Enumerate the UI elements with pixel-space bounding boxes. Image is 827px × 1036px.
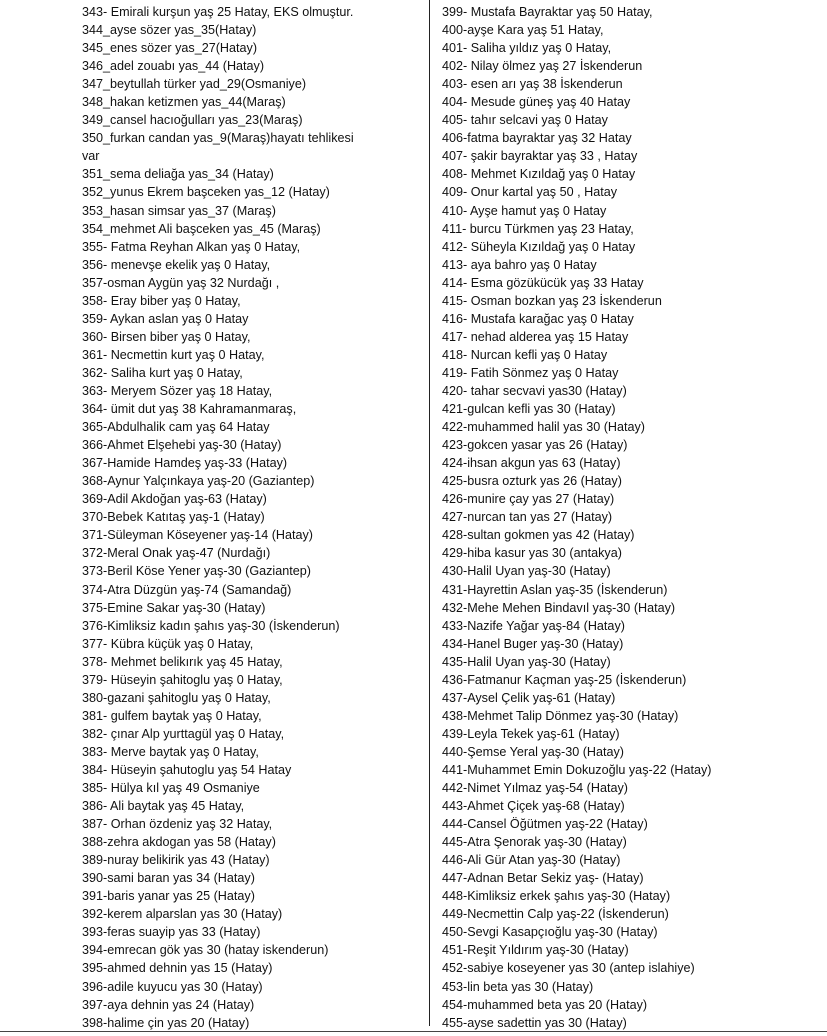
list-item: 422-muhammed halil yas 30 (Hatay) (442, 420, 645, 435)
list-item: 425-busra ozturk yas 26 (Hatay) (442, 474, 622, 489)
list-item: 453-lin beta yas 30 (Hatay) (442, 979, 594, 994)
list-item: 435-Halil Uyan yaş-30 (Hatay) (442, 654, 611, 669)
list-item: 411- burcu Türkmen yaş 23 Hatay, (442, 221, 634, 236)
list-item: 447-Adnan Betar Sekiz yaş- (Hatay) (442, 871, 644, 886)
list-item: 426-munire çay yas 27 (Hatay) (442, 492, 615, 507)
list-item: 390-sami baran yas 34 (Hatay) (82, 871, 255, 886)
list-item: 389-nuray belikirik yas 43 (Hatay) (82, 853, 270, 868)
list-item: 424-ihsan akgun yas 63 (Hatay) (442, 456, 621, 471)
list-item: 380-gazani şahitoglu yaş 0 Hatay, (82, 690, 271, 705)
list-item: 409- Onur kartal yaş 50 , Hatay (442, 185, 617, 200)
list-item: 450-Sevgi Kasapçıoğlu yaş-30 (Hatay) (442, 925, 658, 940)
list-item: 375-Emine Sakar yaş-30 (Hatay) (82, 600, 266, 615)
list-item: 384- Hüseyin şahutoglu yaş 54 Hatay (82, 762, 292, 777)
list-item: 439-Leyla Tekek yaş-61 (Hatay) (442, 726, 620, 741)
bottom-rule (0, 1031, 827, 1032)
list-item: 357-osman Aygün yaş 32 Nurdağı , (82, 275, 280, 290)
list-item: 395-ahmed dehnin yas 15 (Hatay) (82, 961, 273, 976)
list-item: 343- Emirali kurşun yaş 25 Hatay, EKS olmuştur. (82, 5, 354, 19)
list-item: 373-Beril Köse Yener yaş-30 (Gaziantep) (82, 564, 311, 579)
list-item: 398-halime çin yas 20 (Hatay) (82, 1015, 250, 1030)
list-item: 356- menevşe ekelik yaş 0 Hatay, (82, 257, 271, 272)
list-item: 396-adile kuyucu yas 30 (Hatay) (82, 979, 263, 994)
list-item: var (82, 149, 100, 164)
list-item: 408- Mehmet Kızıldağ yaş 0 Hatay (442, 167, 636, 182)
list-item: 400-ayşe Kara yaş 51 Hatay, (442, 23, 604, 38)
list-item: 440-Şemse Yeral yaş-30 (Hatay) (442, 744, 624, 759)
list-item: 413- aya bahro yaş 0 Hatay (442, 257, 597, 272)
list-item: 419- Fatih Sönmez yaş 0 Hatay (442, 365, 619, 380)
list-item: 383- Merve baytak yaş 0 Hatay, (82, 744, 259, 759)
list-item: 392-kerem alparslan yas 30 (Hatay) (82, 907, 283, 922)
list-item: 410- Ayşe hamut yaş 0 Hatay (442, 203, 607, 218)
list-item: 446-Ali Gür Atan yaş-30 (Hatay) (442, 853, 621, 868)
list-item: 407- şakir bayraktar yaş 33 , Hatay (442, 149, 638, 164)
list-item: 455-ayse sadettin yas 30 (Hatay) (442, 1015, 627, 1030)
list-item: 442-Nimet Yılmaz yaş-54 (Hatay) (442, 781, 628, 796)
list-item: 378- Mehmet belikırık yaş 45 Hatay, (82, 654, 283, 669)
list-item: 438-Mehmet Talip Dönmez yaş-30 (Hatay) (442, 708, 679, 723)
list-item: 369-Adil Akdoğan yaş-63 (Hatay) (82, 492, 267, 507)
list-item: 348_hakan ketizmen yas_44(Maraş) (82, 95, 286, 110)
list-item: 393-feras suayip yas 33 (Hatay) (82, 925, 261, 940)
list-item: 452-sabiye koseyener yas 30 (antep islahiye) (442, 961, 695, 976)
list-item: 386- Ali baytak yaş 45 Hatay, (82, 799, 245, 814)
list-item: 372-Meral Onak yaş-47 (Nurdağı) (82, 546, 271, 561)
list-item: 370-Bebek Katıtaş yaş-1 (Hatay) (82, 510, 265, 525)
list-item: 436-Fatmanur Kaçman yaş-25 (İskenderun) (442, 672, 687, 687)
list-item: 376-Kimliksiz kadın şahıs yaş-30 (İskenderun) (82, 618, 340, 633)
list-item: 374-Atra Düzgün yaş-74 (Samandağ) (82, 582, 292, 597)
list-item: 371-Süleyman Köseyener yaş-14 (Hatay) (82, 528, 313, 543)
list-item: 351_sema deliağa yas_34 (Hatay) (82, 167, 274, 182)
list-item: 454-muhammed beta yas 20 (Hatay) (442, 997, 648, 1012)
list-item: 354_mehmet Ali başceken yas_45 (Maraş) (82, 221, 321, 236)
list-item: 346_adel zouabı yas_44 (Hatay) (82, 59, 265, 74)
list-item: 399- Mustafa Bayraktar yaş 50 Hatay, (442, 5, 653, 19)
list-item: 414- Esma gözükücük yaş 33 Hatay (442, 275, 644, 290)
list-item: 429-hiba kasur yas 30 (antakya) (442, 546, 622, 561)
list-item: 448-Kimliksiz erkek şahıs yaş-30 (Hatay) (442, 889, 671, 904)
list-item: 404- Mesude güneş yaş 40 Hatay (442, 95, 631, 110)
list-item: 385- Hülya kıl yaş 49 Osmaniye (82, 781, 260, 796)
list-item: 437-Aysel Çelik yaş-61 (Hatay) (442, 690, 616, 705)
list-item: 360- Birsen biber yaş 0 Hatay, (82, 329, 251, 344)
list-item: 387- Orhan özdeniz yaş 32 Hatay, (82, 817, 273, 832)
list-item: 449-Necmettin Calp yaş-22 (İskenderun) (442, 907, 669, 922)
column-divider (429, 0, 430, 1026)
list-item: 365-Abdulhalik cam yaş 64 Hatay (82, 420, 270, 435)
list-item: 427-nurcan tan yas 27 (Hatay) (442, 510, 613, 525)
list-item: 345_enes sözer yas_27(Hatay) (82, 41, 258, 56)
list-item: 430-Halil Uyan yaş-30 (Hatay) (442, 564, 611, 579)
list-item: 420- tahar secvavi yas30 (Hatay) (442, 383, 627, 398)
list-item: 412- Süheyla Kızıldağ yaş 0 Hatay (442, 239, 636, 254)
right-column (442, 3, 822, 1032)
list-item: 364- ümit dut yaş 38 Kahramanmaraş, (82, 402, 297, 417)
list-item: 349_cansel hacıoğulları yas_23(Maraş) (82, 113, 303, 128)
list-item: 415- Osman bozkan yaş 23 İskenderun (442, 293, 662, 308)
list-item: 382- çınar Alp yurttagül yaş 0 Hatay, (82, 726, 285, 741)
list-item: 441-Muhammet Emin Dokuzoğlu yaş-22 (Hatay) (442, 762, 712, 777)
list-item: 344_ayse sözer yas_35(Hatay) (82, 23, 257, 38)
list-item: 367-Hamide Hamdeş yaş-33 (Hatay) (82, 456, 288, 471)
list-item: 355- Fatma Reyhan Alkan yaş 0 Hatay, (82, 239, 301, 254)
list-item: 433-Nazife Yağar yaş-84 (Hatay) (442, 618, 625, 633)
list-item: 403- esen arı yaş 38 İskenderun (442, 77, 623, 92)
list-item: 443-Ahmet Çiçek yaş-68 (Hatay) (442, 799, 625, 814)
list-item: 388-zehra akdogan yas 58 (Hatay) (82, 835, 276, 850)
list-item: 401- Saliha yıldız yaş 0 Hatay, (442, 41, 612, 56)
list-item: 362- Saliha kurt yaş 0 Hatay, (82, 365, 243, 380)
list-item: 391-baris yanar yas 25 (Hatay) (82, 889, 255, 904)
list-item: 428-sultan gokmen yas 42 (Hatay) (442, 528, 635, 543)
list-item: 418- Nurcan kefli yaş 0 Hatay (442, 347, 608, 362)
list-item: 358- Eray biber yaş 0 Hatay, (82, 293, 241, 308)
list-item: 445-Atra Şenorak yaş-30 (Hatay) (442, 835, 627, 850)
list-item: 451-Reşit Yıldırım yaş-30 (Hatay) (442, 943, 629, 958)
list-item: 381- gulfem baytak yaş 0 Hatay, (82, 708, 262, 723)
list-item: 359- Aykan aslan yaş 0 Hatay (82, 311, 249, 326)
left-column (82, 3, 422, 1032)
list-item: 368-Aynur Yalçınkaya yaş-20 (Gaziantep) (82, 474, 315, 489)
list-item: 431-Hayrettin Aslan yaş-35 (İskenderun) (442, 582, 668, 597)
list-item: 366-Ahmet Elşehebi yaş-30 (Hatay) (82, 438, 282, 453)
list-item: 363- Meryem Sözer yaş 18 Hatay, (82, 383, 273, 398)
list-item: 444-Cansel Öğütmen yaş-22 (Hatay) (442, 817, 648, 832)
list-item: 417- nehad alderea yaş 15 Hatay (442, 329, 629, 344)
list-item: 347_beytullah türker yad_29(Osmaniye) (82, 77, 307, 92)
list-item: 423-gokcen yasar yas 26 (Hatay) (442, 438, 628, 453)
list-item: 352_yunus Ekrem başceken yas_12 (Hatay) (82, 185, 330, 200)
list-item: 353_hasan simsar yas_37 (Maraş) (82, 203, 276, 218)
list-item: 434-Hanel Buger yaş-30 (Hatay) (442, 636, 624, 651)
list-item: 379- Hüseyin şahitoglu yaş 0 Hatay, (82, 672, 283, 687)
list-item: 394-emrecan gök yas 30 (hatay iskenderun) (82, 943, 329, 958)
list-item: 406-fatma bayraktar yaş 32 Hatay (442, 131, 632, 146)
list-item: 350_furkan candan yas_9(Maraş)hayatı tehlikesi (82, 131, 354, 146)
list-item: 402- Nilay ölmez yaş 27 İskenderun (442, 59, 643, 74)
list-item: 377- Kübra küçük yaş 0 Hatay, (82, 636, 254, 651)
list-item: 432-Mehe Mehen Bindavıl yaş-30 (Hatay) (442, 600, 676, 615)
list-item: 361- Necmettin kurt yaş 0 Hatay, (82, 347, 265, 362)
list-item: 405- tahır selcavi yaş 0 Hatay (442, 113, 608, 128)
list-item: 397-aya dehnin yas 24 (Hatay) (82, 997, 255, 1012)
list-item: 421-gulcan kefli yas 30 (Hatay) (442, 402, 616, 417)
list-item: 416- Mustafa karağac yaş 0 Hatay (442, 311, 634, 326)
